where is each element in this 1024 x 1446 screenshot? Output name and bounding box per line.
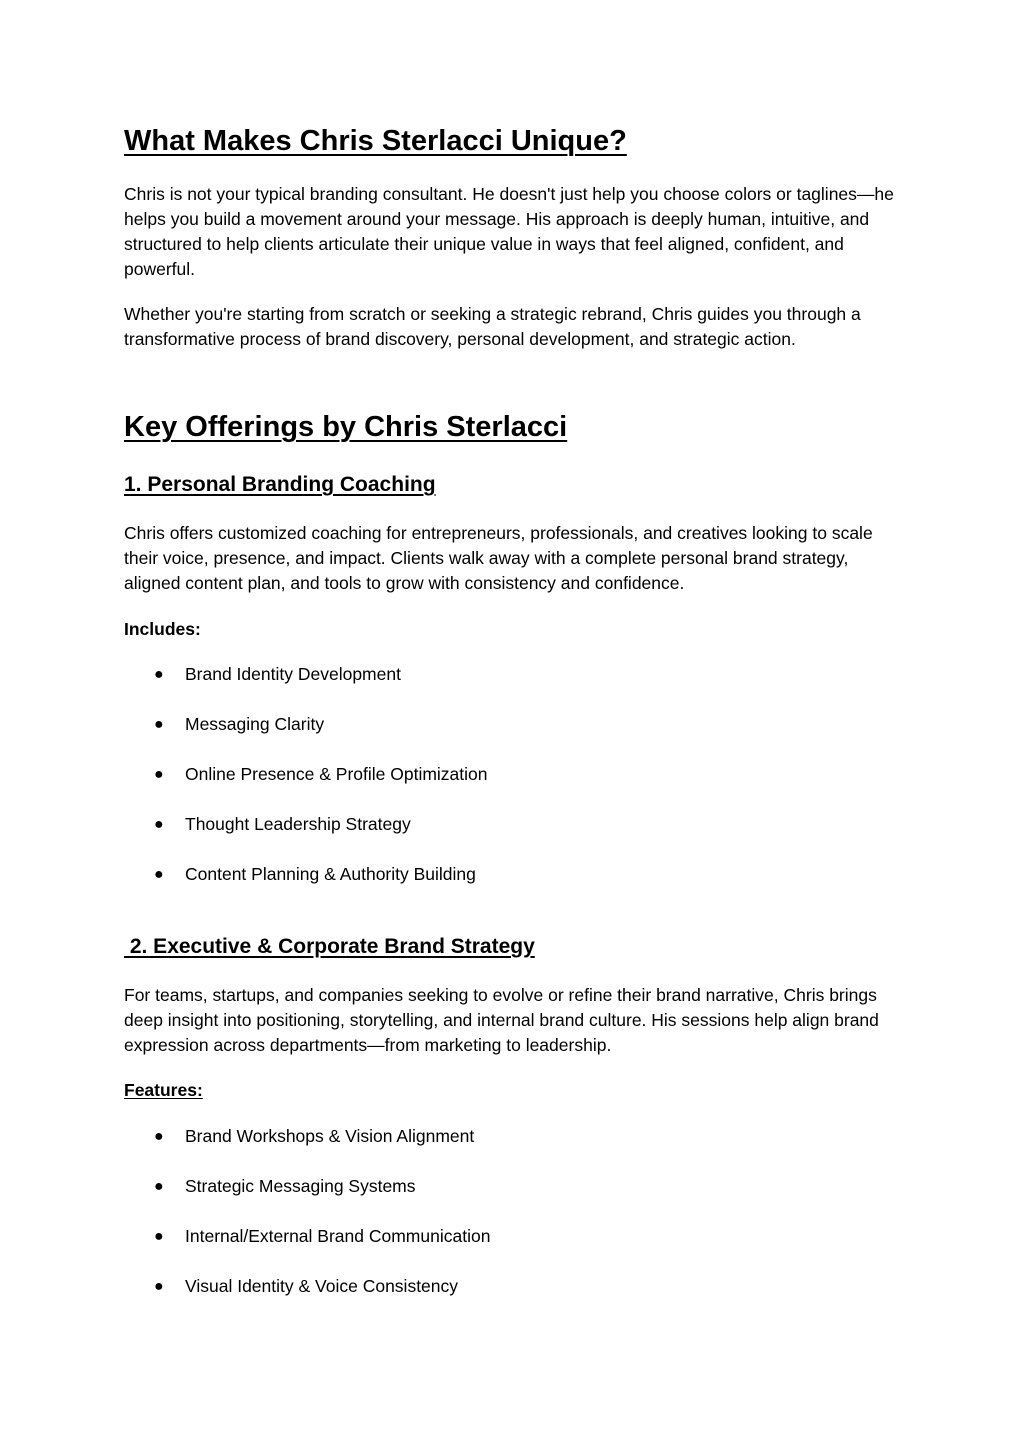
heading-executive-corporate-strategy: 2. Executive & Corporate Brand Strategy — [124, 935, 535, 958]
list-item-text: Strategic Messaging Systems — [185, 1176, 416, 1196]
heading-what-makes-unique: What Makes Chris Sterlacci Unique? — [124, 125, 627, 157]
bullet-icon: ● — [154, 1278, 164, 1295]
bullet-icon: ● — [154, 1128, 164, 1145]
list-item-text: Brand Workshops & Vision Alignment — [185, 1126, 475, 1146]
list-item-text: Content Planning & Authority Building — [185, 864, 476, 884]
paragraph-executive-strategy: For teams, startups, and companies seeking to evolve or refine their brand narrative, Chris brings deep insight into positioning, storytelling, and internal brand culture. His sessions help align brand expression across departments—from marketing to leadership. — [124, 985, 879, 1055]
label-features: Features: — [124, 1080, 203, 1100]
bullet-icon: ● — [154, 666, 164, 683]
bullet-icon: ● — [154, 1228, 164, 1245]
list-item-text: Visual Identity & Voice Consistency — [185, 1276, 459, 1296]
bullet-icon: ● — [154, 866, 164, 883]
paragraph-personal-branding: Chris offers customized coaching for entrepreneurs, professionals, and creatives looking to scale their voice, presence, and impact. Clients walk away with a complete personal brand strategy, aligned content plan, and tools to grow with consistency and confidence. — [124, 523, 873, 593]
bullet-icon: ● — [154, 816, 164, 833]
paragraph-approach: Whether you're starting from scratch or seeking a strategic rebrand, Chris guides you through a transformative process of brand discovery, personal development, and strategic action. — [124, 304, 861, 349]
list-item-text: Thought Leadership Strategy — [185, 814, 411, 834]
list-item-text: Online Presence & Profile Optimization — [185, 764, 488, 784]
list-item-text: Internal/External Brand Communication — [185, 1226, 491, 1246]
bullet-icon: ● — [154, 1178, 164, 1195]
heading-personal-branding-coaching: 1. Personal Branding Coaching — [124, 473, 436, 496]
label-includes: Includes: — [124, 619, 201, 639]
list-item-text: Messaging Clarity — [185, 714, 325, 734]
bullet-icon: ● — [154, 716, 164, 733]
heading-key-offerings: Key Offerings by Chris Sterlacci — [124, 411, 568, 443]
bullet-icon: ● — [154, 766, 164, 783]
paragraph-intro: Chris is not your typical branding consultant. He doesn't just help you choose colors or taglines—he helps you build a movement around your message. His approach is deeply human, intuitive, and structured to help clients articulate their unique value in ways that feel aligned, confident, and powerful. — [124, 184, 894, 279]
list-item-text: Brand Identity Development — [185, 664, 401, 684]
